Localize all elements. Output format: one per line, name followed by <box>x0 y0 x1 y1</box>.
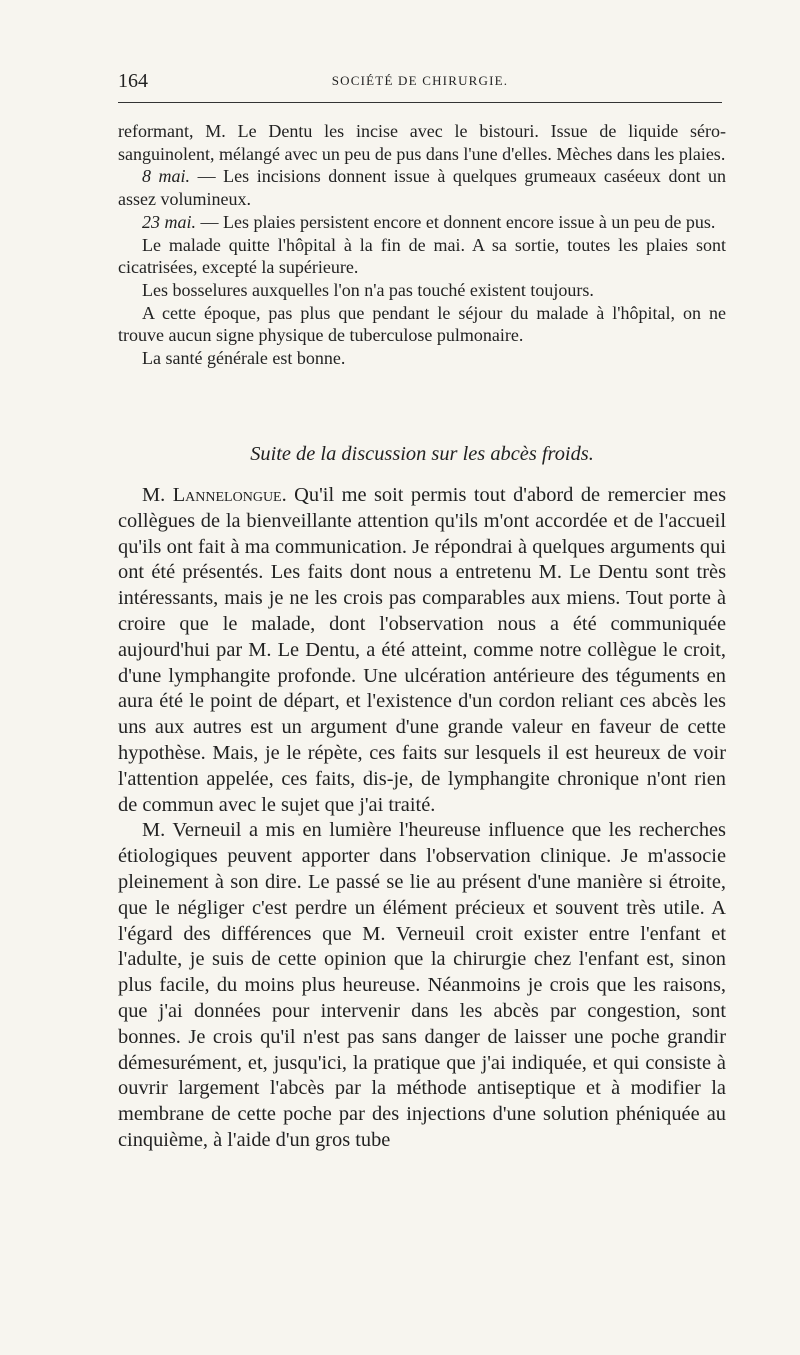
paragraph: reformant, M. Le Dentu les incise avec le bistouri. Issue de liquide séro-sanguinolent, mélangé avec un peu de pus dans l'une d'elles. Mèches dans les plaies. <box>118 121 726 164</box>
paragraph <box>118 165 726 210</box>
paragraph: A cette époque, pas plus que pendant le séjour du malade à l'hôpital, on ne trouve aucun signe physique de tuberculose pulmonaire. <box>118 302 726 346</box>
paragraph: M. Verneuil a mis en lumière l'heureuse influence que les recherches étiologiques peuvent apporter dans l'observation clinique. Je m'associe pleinement à son dire. Le passé se lie au présent d'une manière si étroite, que le négliger c'est perdre un élément précieux et souvent très utile. A l'égard des différences que M. Verneuil croit exister entre l'enfant et l'adulte, je suis de cette opinion que la chirurgie chez l'enfant est, sinon plus facile, du moins plus heureuse. Néanmoins je crois que les raisons, que j'ai données pour intervenir dans les abcès par congestion, sont bonnes. Je crois qu'il n'est pas sans danger de laisser une poche grandir démesurément, et, jusqu'ici, la pratique que j'ai indiquée, et qui consiste à ouvrir largement l'abcès par la méthode antiseptique et à modifier la membrane de cette poche par des injections d'une solution phéniquée au cinquième, à l'aide d'un gros tube <box>118 819 726 1151</box>
paragraph <box>118 211 726 234</box>
running-head: SOCIÉTÉ DE CHIRURGIE. <box>331 73 509 88</box>
paragraph-text: . Qu'il me soit permis tout d'abord de remercier mes collègues de la bienveillante attention qu'ils m'ont accordée et de l'accueil qu'ils ont fait à ma communication. Je répondrai à quelques arguments qui ont été présentés. Les faits dont nous a entretenu M. Le Dentu sont très intéressants, mais je ne les crois pas comparables aux miens. Tout porte à croire que le malade, dont l'observation nous a été communiquée aujourd'hui par M. Le Dentu, a été atteint, comme notre collègue le croit, d'une lymphangite profonde. Une ulcération antérieure des téguments en aura été le point de départ, et l'existence d'un cordon reliant ces abcès les uns aux autres est un argument d'une grande valeur en faveur de cette hypothèse. Mais, je le répète, ces faits sur lesquels il est heureux de voir l'attention appelée, ces faits, dis-je, de lymphangite chronique n'ont rien de commun avec le sujet que j'ai traité. <box>118 484 727 816</box>
paragraph <box>118 483 726 818</box>
paragraph: Les bosselures auxquelles l'on n'a pas touché existent toujours. <box>142 279 594 300</box>
section-title: Suite de la discussion sur les abcès froids. <box>250 443 594 465</box>
speaker-prefix: M. <box>142 484 173 506</box>
paragraph-text: — Les plaies persistent encore et donnent encore issue à un peu de pus. <box>196 211 716 232</box>
speaker-name: Lannelongue <box>172 484 282 506</box>
header-rule <box>118 102 722 103</box>
paragraph: Le malade quitte l'hôpital à la fin de mai. A sa sortie, toutes les plaies sont cicatrisées, excepté la supérieure. <box>118 234 726 278</box>
paragraph: La santé générale est bonne. <box>142 348 346 369</box>
date: 8 mai. <box>142 166 191 187</box>
paragraph-text: — Les incisions donnent issue à quelques grumeaux caséeux dont un assez volumineux. <box>118 166 726 210</box>
page-header <box>118 70 722 96</box>
page-number: 164 <box>118 70 148 92</box>
date: 23 mai. <box>142 211 196 232</box>
discussion-body <box>118 483 726 1154</box>
case-observation <box>118 120 726 370</box>
